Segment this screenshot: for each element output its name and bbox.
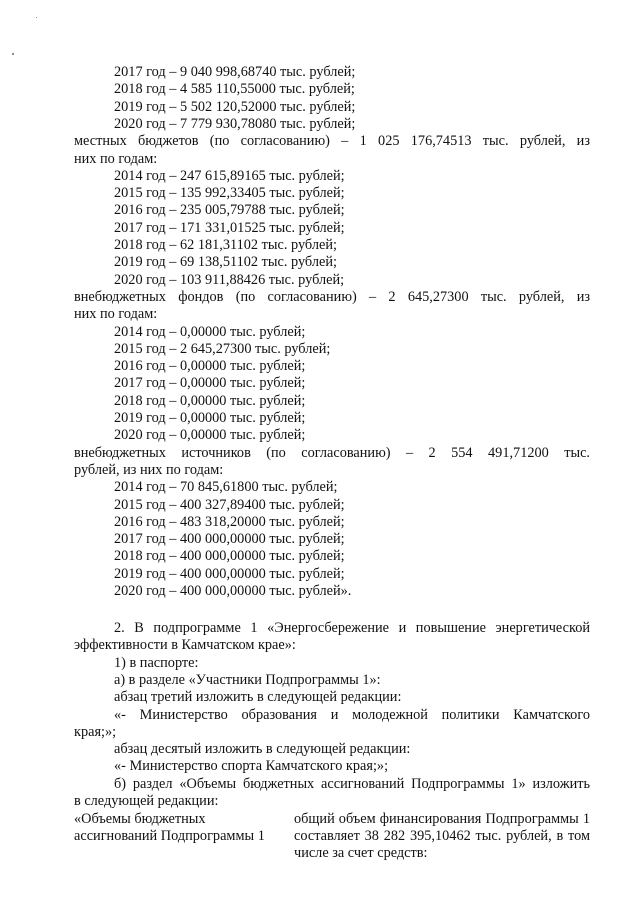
paragraph-line: края;»;	[74, 723, 117, 740]
paragraph-line: них по годам:	[74, 150, 158, 167]
paragraph-line: внебюджетных фондов (по согласованию) – 2 645,27300 тыс. рублей, из	[74, 288, 590, 305]
paragraph-line: них по годам:	[74, 306, 158, 323]
section-heading-line: 2. В подпрограмме 1 «Энергосбережение и повышение энергетической	[114, 620, 590, 636]
year-line: 2017 год – 0,00000 тыс. рублей;	[114, 375, 306, 392]
year-line: 2019 год – 5 502 120,52000 тыс. рублей;	[114, 98, 356, 115]
paragraph-line: 1) в паспорте:	[114, 654, 199, 671]
year-line: 2020 год – 400 000,00000 тыс. рублей».	[114, 583, 352, 599]
year-line: 2017 год – 9 040 998,68740 тыс. рублей;	[114, 64, 356, 80]
paragraph-line: местных бюджетов (по согласованию) – 1 025 176,74513 тыс. рублей, из	[74, 133, 590, 150]
year-line: 2017 год – 400 000,00000 тыс. рублей;	[114, 531, 345, 548]
year-line: 2015 год – 135 992,33405 тыс. рублей;	[114, 185, 345, 202]
section-heading-line: эффективности в Камчатском крае»:	[74, 637, 296, 654]
year-line: 2014 год – 247 615,89165 тыс. рублей;	[114, 167, 345, 184]
paragraph-line: б) раздел «Объемы бюджетных ассигнований Подпрограммы 1» изложить	[114, 775, 590, 792]
table-cell-label: «Объемы бюджетных ассигнований Подпрограммы 1	[74, 811, 265, 845]
year-line: 2017 год – 171 331,01525 тыс. рублей;	[114, 219, 345, 236]
year-line: 2016 год – 0,00000 тыс. рублей;	[114, 358, 306, 375]
paragraph-line: «- Министерство образования и молодежной политики Камчатского	[114, 706, 590, 723]
paragraph-line: рублей, из них по годам:	[74, 461, 224, 478]
paragraph-line: внебюджетных источников (по согласованию) – 2 554 491,71200 тыс.	[74, 444, 590, 461]
paragraph-line: абзац третий изложить в следующей редакции:	[114, 689, 402, 706]
table-cell-value: общий объем финансирования Подпрограммы 1 составляет 38 282 395,10462 тыс. рублей, в том числе за счет средств:	[294, 811, 590, 862]
paragraph-line: абзац десятый изложить в следующей редакции:	[114, 741, 411, 758]
paragraph-line: в следующей редакции:	[74, 793, 219, 809]
year-line: 2018 год – 400 000,00000 тыс. рублей;	[114, 548, 345, 565]
year-line: 2014 год – 70 845,61800 тыс. рублей;	[114, 479, 338, 496]
paragraph-line: а) в разделе «Участники Подпрограммы 1»:	[114, 671, 381, 688]
year-line: 2015 год – 400 327,89400 тыс. рублей;	[114, 496, 345, 513]
year-line: 2014 год – 0,00000 тыс. рублей;	[114, 323, 306, 340]
scan-speck	[12, 53, 14, 55]
scan-speck	[36, 17, 37, 18]
year-line: 2020 год – 103 911,88426 тыс. рублей;	[114, 271, 345, 288]
year-line: 2018 год – 0,00000 тыс. рублей;	[114, 392, 306, 409]
year-line: 2019 год – 400 000,00000 тыс. рублей;	[114, 565, 345, 582]
year-line: 2016 год – 235 005,79788 тыс. рублей;	[114, 202, 345, 219]
year-line: 2020 год – 0,00000 тыс. рублей;	[114, 427, 306, 444]
year-line: 2019 год – 69 138,51102 тыс. рублей;	[114, 254, 337, 271]
year-line: 2020 год – 7 779 930,78080 тыс. рублей;	[114, 115, 356, 132]
year-line: 2018 год – 62 181,31102 тыс. рублей;	[114, 237, 337, 253]
year-line: 2019 год – 0,00000 тыс. рублей;	[114, 410, 306, 426]
paragraph-line: «- Министерство спорта Камчатского края;»;	[114, 758, 389, 775]
year-line: 2015 год – 2 645,27300 тыс. рублей;	[114, 340, 331, 357]
year-line: 2016 год – 483 318,20000 тыс. рублей;	[114, 513, 345, 530]
year-line: 2018 год – 4 585 110,55000 тыс. рублей;	[114, 81, 355, 98]
